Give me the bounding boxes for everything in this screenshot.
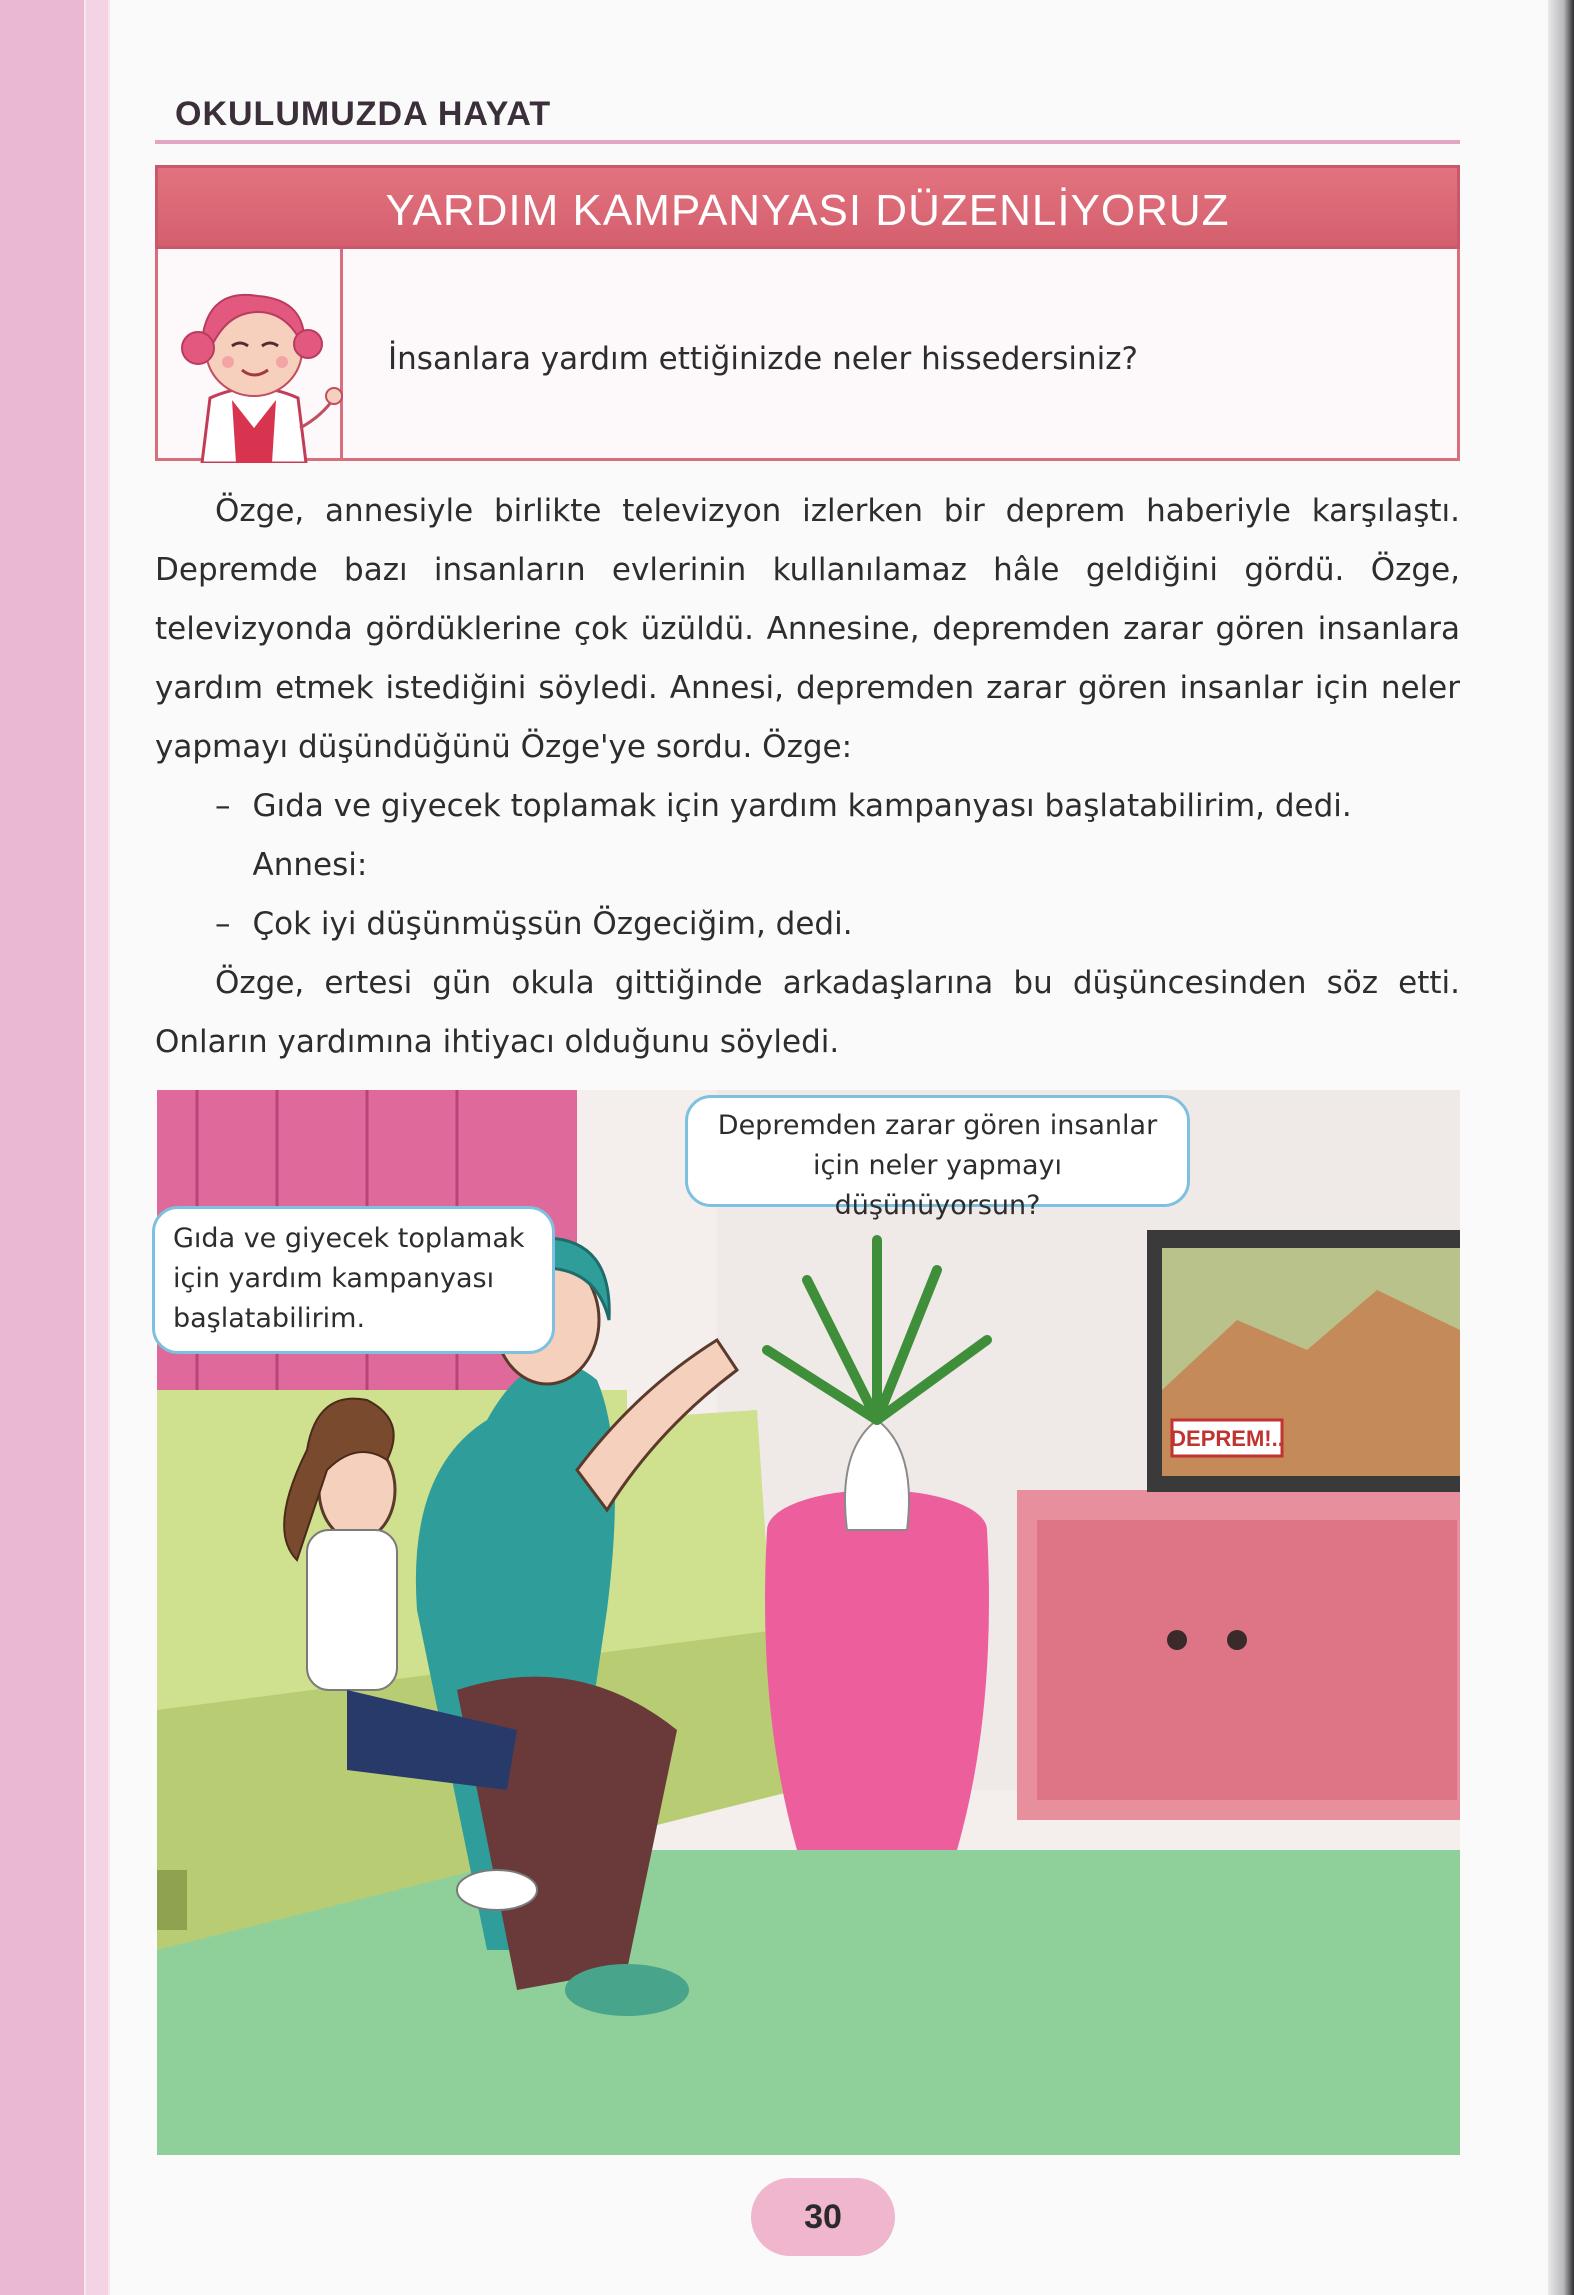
dialog-dash: –	[215, 788, 231, 824]
page-edge-stripe	[84, 0, 110, 2295]
dialog-block	[155, 777, 1460, 954]
question-text: İnsanlara yardım ettiğinizde neler hissedersiniz?	[388, 341, 1138, 377]
story-text	[155, 482, 1460, 1072]
running-title: OKULUMUZDA HAYAT	[175, 95, 552, 133]
section-title: YARDIM KAMPANYASI DÜZENLİYORUZ	[385, 186, 1230, 235]
page-number: 30	[804, 2198, 842, 2236]
section-title-bar	[155, 165, 1460, 249]
dialog-text: Gıda ve giyecek toplamak için yardım kampanyası başlatabilirim, dedi. Annesi:	[252, 788, 1352, 883]
girl-speech-bubble: Gıda ve giyecek toplamak için yardım kampanyası başlatabilirim.	[152, 1206, 555, 1354]
dialog-dash: –	[215, 906, 231, 942]
question-box	[155, 249, 1460, 461]
dialog-text: Çok iyi düşünmüşsün Özgeciğim, dedi.	[252, 906, 853, 942]
story-paragraph: Özge, ertesi gün okula gittiğinde arkadaşlarına bu düşüncesinden söz etti. Onların yardımına ihtiyacı olduğunu söyledi.	[155, 965, 1460, 1060]
story-paragraph: Özge, annesiyle birlikte televizyon izlerken bir deprem haberiyle karşılaştı. Depremde bazı insanların evlerinin kullanılamaz hâle geldiğini gördü. Özge, televizyonda gördüklerine çok üzüldü. Annesine, depremden zarar gören insanlara yardım etmek istediğini söyledi. Annesi, depremden zarar gören insanlar için neler yapmayı düşündüğünü Özge'ye sordu. Özge:	[155, 493, 1460, 765]
table-cloth	[765, 1530, 989, 1850]
header-rule	[155, 140, 1460, 144]
dialog-line	[215, 777, 1460, 895]
book-spine-shadow	[1548, 0, 1574, 2295]
dialog-line	[215, 895, 1460, 954]
girl-character-illustration	[162, 278, 347, 463]
mother-speech-bubble: Depremden zarar gören insanlar için neler yapmayı düşünüyorsun?	[685, 1095, 1190, 1207]
tv-caption: DEPREM!..	[1170, 1426, 1284, 1451]
